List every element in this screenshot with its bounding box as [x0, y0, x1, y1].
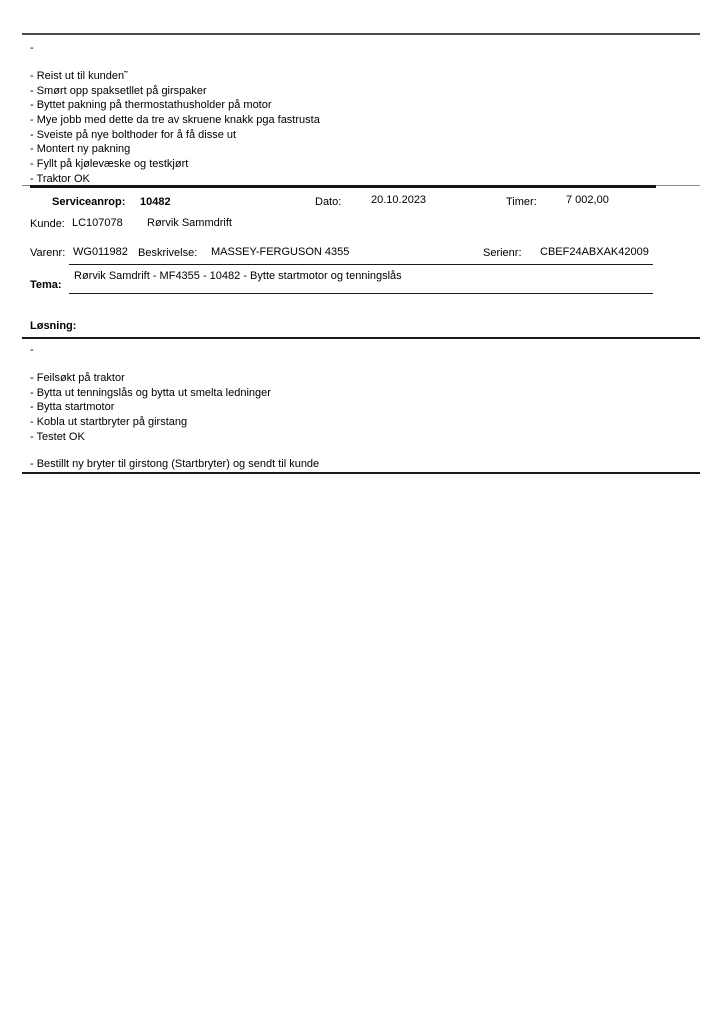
beskrivelse-value: MASSEY-FERGUSON 4355	[211, 246, 350, 258]
worklog-line: - Smørt opp spaksetllet på girspaker	[30, 84, 207, 97]
losning-heading: Løsning:	[30, 320, 77, 332]
dato-label: Dato:	[315, 196, 342, 208]
worklog-line: - Montert ny pakning	[30, 143, 131, 156]
losning-heading-rule	[22, 337, 700, 339]
losning-line: - Bytta ut tenningslås og bytta ut smelta ledninger	[30, 386, 271, 399]
losning-line: - Feilsøkt på traktor	[30, 372, 125, 384]
dato-value: 20.10.2023	[371, 194, 427, 206]
serviceanrop-value: 10482	[140, 196, 171, 208]
worklog-line: - Fyllt på kjølevæske og testkjørt	[30, 158, 189, 171]
bottom-rule	[22, 472, 700, 474]
losning-line: - Testet OK	[30, 430, 85, 443]
tema-label: Tema:	[30, 279, 62, 291]
section-separator-thick	[30, 185, 656, 188]
worklog-line: - Traktor OK	[30, 172, 90, 185]
losning-footer-line: - Bestillt ny bryter til girstong (Startbryter) og sendt til kunde	[30, 458, 320, 470]
serienr-value: CBEF24ABXAK42009	[540, 246, 649, 258]
worklog-line: - Byttet pakning på thermostathusholder på motor	[30, 99, 272, 112]
varenr-value: WG011982	[73, 246, 128, 258]
serviceanrop-label: Serviceanrop:	[52, 196, 126, 208]
worklog-list	[30, 69, 320, 187]
worklog-line: - Reist ut til kunden˜	[30, 70, 128, 82]
top-rule	[22, 33, 700, 35]
kunde-label: Kunde:	[30, 218, 65, 230]
tema-field-top-rule	[69, 264, 653, 265]
timer-label: Timer:	[506, 196, 537, 208]
losning-list	[30, 371, 271, 444]
kunde-number: LC107078	[72, 217, 123, 229]
beskrivelse-label: Beskrivelse:	[138, 247, 198, 259]
worklog-dash: -	[30, 42, 34, 54]
tema-value: Rørvik Samdrift - MF4355 - 10482 - Bytte startmotor og tenningslås	[74, 270, 402, 282]
kunde-name: Rørvik Sammdrift	[147, 217, 232, 229]
serienr-label: Serienr:	[483, 247, 522, 259]
losning-dash: -	[30, 344, 34, 356]
worklog-line: - Mye jobb med dette da tre av skruene knakk pga fastrusta	[30, 114, 320, 127]
tema-field-bottom-rule	[69, 293, 653, 294]
losning-line: - Kobla ut startbryter på girstang	[30, 416, 188, 429]
timer-value: 7 002,00	[566, 194, 609, 206]
worklog-line: - Sveiste på nye bolthoder for å få disse ut	[30, 128, 237, 141]
varenr-label: Varenr:	[30, 247, 66, 259]
losning-line: - Bytta startmotor	[30, 401, 115, 414]
